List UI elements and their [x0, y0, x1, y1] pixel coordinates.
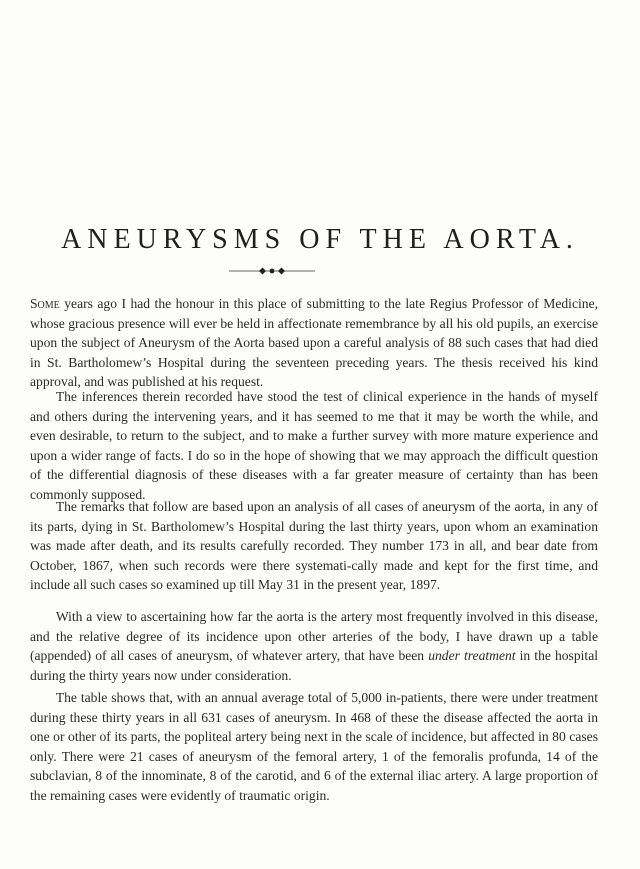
paragraph-text: years ago I had the honour in this place of submitting to the late Regius Professor of Medicine, whose gracious presence will ever be held in affectionate remembrance by all his old pupils, an exercise upon the subject of Aneurysm of the Aorta based upon a careful analysis of 88 such cases that had died in St. Bartholomew’s Hospital during the seventeen preceding years. The thesis received his kind approval, and was published at his request.: [30, 296, 598, 390]
document-page: [30, 0, 610, 869]
decorative-rule-ornament: [229, 265, 315, 277]
lead-word: Some: [30, 296, 60, 311]
page-title: ANEURYSMS OF THE AORTA.: [61, 224, 579, 255]
paragraph-text: With a view to ascertaining how far the aorta is the artery most frequently involved in this disease, and the relative degree of its incidence upon other arteries of the body, I have drawn up a table (appended) of all cases of aneurysm, of whatever artery, that have been: [30, 609, 598, 664]
italic-phrase: under treatment: [428, 648, 516, 664]
paragraph-intro: [30, 294, 598, 392]
paragraph-table-summary: The table shows that, with an annual average total of 5,000 in-patients, there were under treatment during these thirty years in all 631 cases of aneurysm. In 468 of these the disease affected the aorta in one or other of its parts, the popliteal artery being next in the scale of incidence, but affected in 80 cases only. There were 21 cases of aneurysm of the femoral artery, 1 of the femoralis profunda, 14 of the subclavian, 8 of the innominate, 8 of the carotid, and 6 of the external iliac artery. A large proportion of the remaining cases were evidently of traumatic origin.: [30, 690, 598, 803]
paragraph-inferences: The inferences therein recorded have stood the test of clinical experience in the hands of myself and others during the intervening years, and it has seemed to me that it may be worth the while, and even desirable, to return to the subject, and to make a further survey with more mature experience and upon a wider range of facts. I do so in the hope of showing that we may approach the difficult question of the differential diagnosis of these diseases with a far greater measure of certainty than has been commonly supposed.: [30, 389, 598, 502]
paragraph-text: in the hospital during the thirty years now under consideration.: [30, 648, 599, 683]
paragraph-table-reference: [30, 607, 598, 685]
paragraph-remarks: The remarks that follow are based upon an analysis of all cases of aneurysm of the aorta, in any of its parts, dying in St. Bartholomew’s Hospital during the last thirty years, upon whom an examination was made after death, and its results carefully recorded. They number 173 in all, and bear date from October, 1867, when such records were there systemati-cally made and kept for the first time, and include all such cases so examined up till May 31 in the present year, 1897.: [30, 499, 598, 593]
